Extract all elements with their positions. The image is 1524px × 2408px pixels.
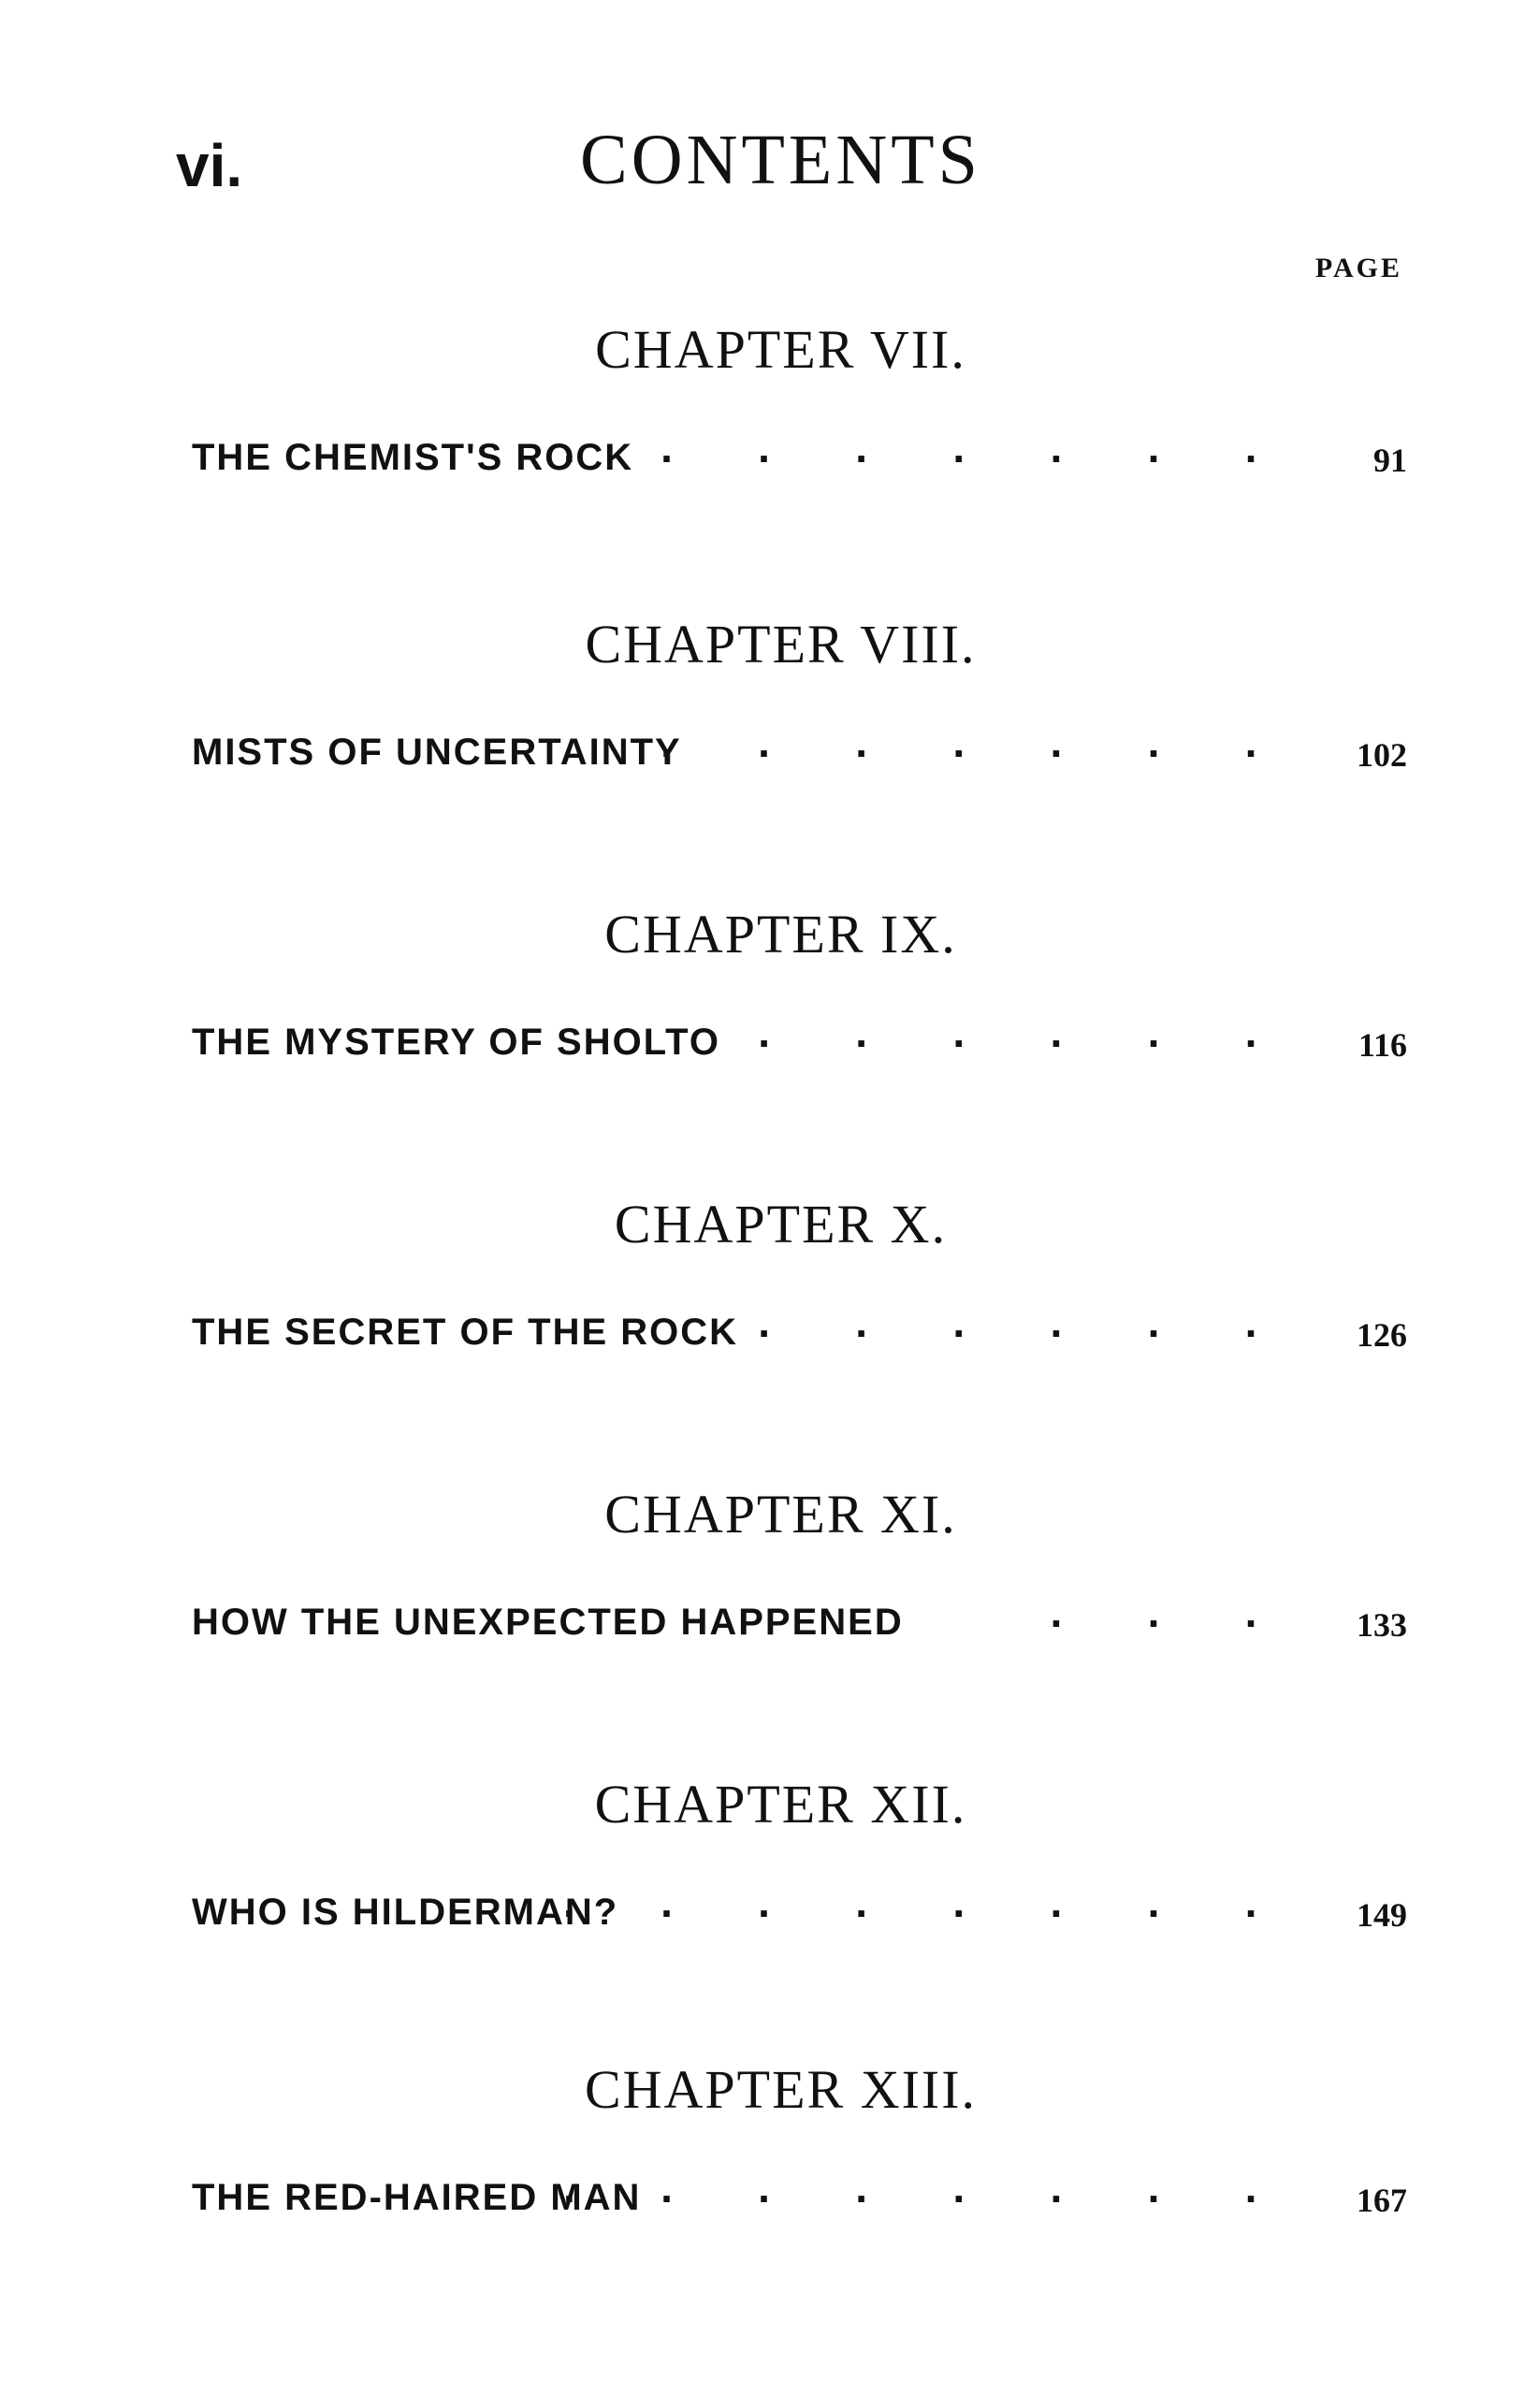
chapter-title: THE SECRET OF THE ROCK (192, 1312, 739, 1353)
chapter-heading: CHAPTER XI. (604, 1484, 957, 1545)
chapter-page-number: 126 (1357, 1316, 1407, 1354)
toc-line (0, 2174, 1524, 2233)
dot-leader: · · · · · · · · (562, 434, 1295, 483)
chapter-page-number: 116 (1357, 1026, 1407, 1064)
chapter-title: WHO IS HILDERMAN? (192, 1892, 619, 1933)
toc-line (0, 434, 1524, 493)
page-title: CONTENTS (580, 121, 981, 199)
chapter-title: THE MYSTERY OF SHOLTO (192, 1022, 721, 1063)
dot-leader: · · · · · · · · (562, 1889, 1295, 1937)
toc-entry (0, 1193, 1524, 1368)
chapter-title: THE CHEMIST'S ROCK (192, 437, 634, 478)
page-number: vi. (176, 132, 243, 199)
chapter-heading: CHAPTER VIII. (585, 614, 977, 675)
dot-leader: · · · · · · · · (562, 2174, 1295, 2223)
chapter-heading: CHAPTER VII. (595, 319, 966, 380)
dot-leader: · · · (1050, 1599, 1295, 1647)
dot-leader: · · · · · · (758, 1309, 1295, 1357)
toc-line (0, 1889, 1524, 1948)
toc-entry (0, 318, 1524, 493)
chapter-page-number: 133 (1357, 1606, 1407, 1644)
chapter-heading: CHAPTER XII. (594, 1774, 967, 1835)
chapter-page-number: 91 (1373, 442, 1407, 479)
dot-leader: · · · · · · · (660, 729, 1295, 777)
chapter-page-number: 167 (1357, 2182, 1407, 2219)
toc-entry (0, 613, 1524, 788)
dot-leader: · · · · · · (758, 1019, 1295, 1067)
chapter-title: MISTS OF UNCERTAINTY (192, 732, 682, 773)
toc-entry (0, 2058, 1524, 2233)
chapter-title: THE RED-HAIRED MAN (192, 2177, 642, 2218)
chapter-heading: CHAPTER X. (614, 1194, 948, 1255)
toc-entry (0, 1773, 1524, 1948)
chapter-page-number: 149 (1357, 1896, 1407, 1934)
chapter-heading: CHAPTER XIII. (584, 2059, 978, 2120)
toc-line (0, 1599, 1524, 1658)
chapter-heading: CHAPTER IX. (604, 904, 957, 965)
toc-entry (0, 1483, 1524, 1658)
chapter-title: HOW THE UNEXPECTED HAPPENED (192, 1602, 904, 1643)
page-column-label: PAGE (1314, 253, 1402, 283)
toc-line (0, 1309, 1524, 1368)
toc-line (0, 1019, 1524, 1078)
chapter-page-number: 102 (1357, 736, 1407, 774)
toc-line (0, 729, 1524, 788)
toc-entry (0, 903, 1524, 1078)
